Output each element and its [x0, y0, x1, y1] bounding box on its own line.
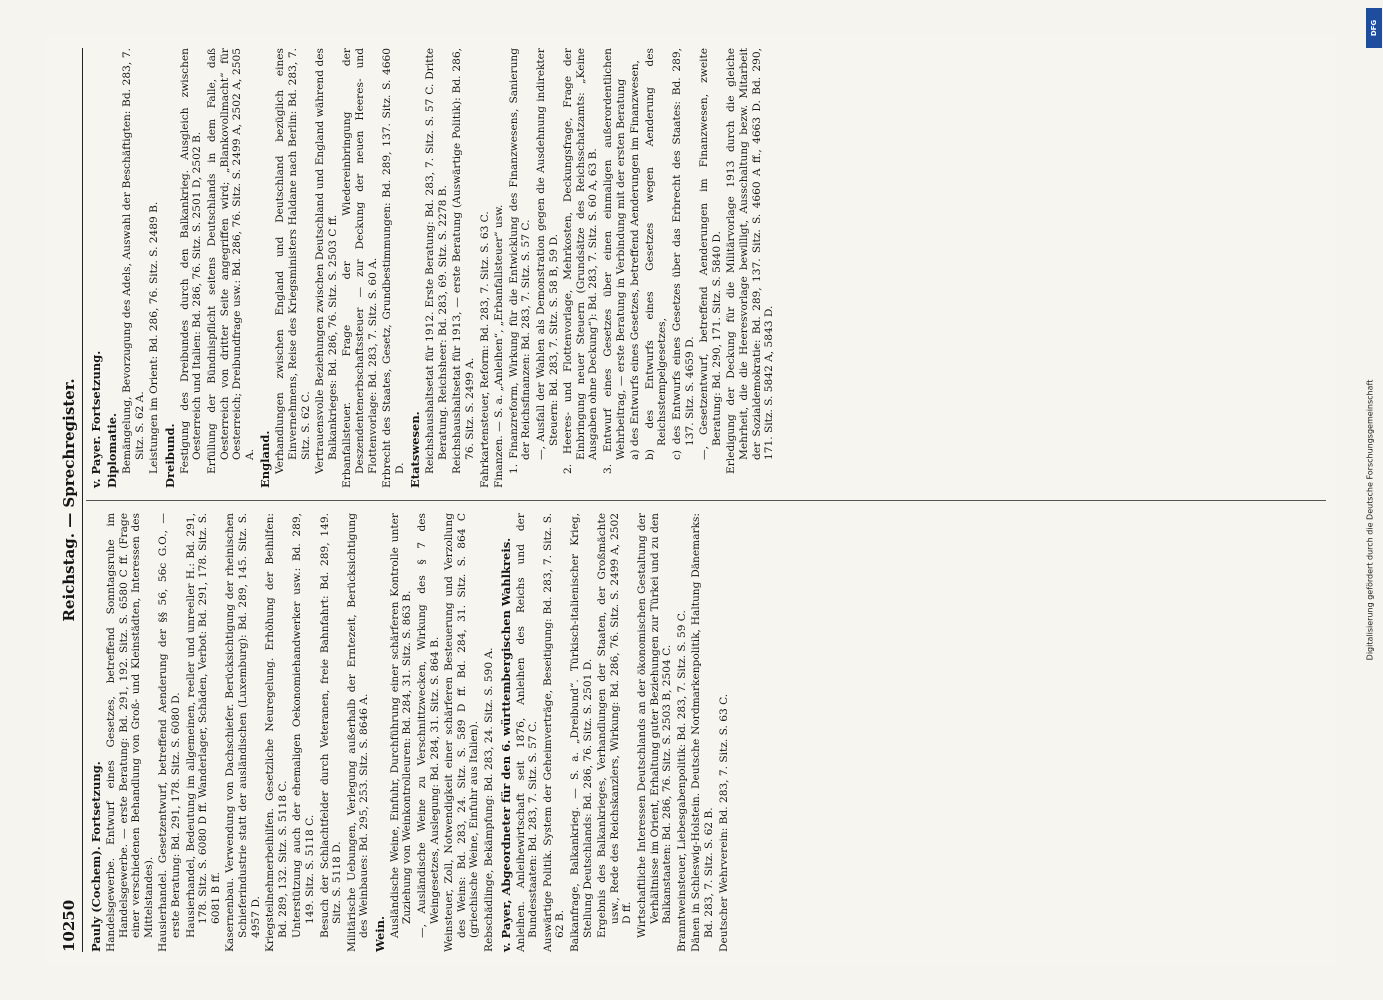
left-column-entry-sub: Ergebnis des Balkankrieges, Verhandlungen der Staaten, der Großmächte usw., Rede des Reichskanzlers, Wirkung: Bd. 286, 76. Sitz. S. 2499 A, 2502 D ff.: [596, 513, 634, 938]
digitization-credit: Digitalisierung gefördert durch die Deutsche Forschungsgemeinschaft: [1365, 379, 1375, 661]
right-column-entry-sub: Vertrauensvolle Beziehungen zwischen Deutschland und England während des Balkankrieges: Bd. 286, 76. Sitz. S. 2503 C ff.: [314, 48, 339, 474]
two-column-body: [86, 48, 1326, 952]
left-column-entry-head: Wein.: [372, 915, 387, 952]
right-column-entry-sub: Reichshaushaltsetat für 1912. Erste Beratung: Bd. 283, 7. Sitz. S. 57 C. Dritte Beratung. Reichsheer: Bd. 283, 69. Sitz. S. 2278 B.: [424, 48, 449, 474]
right-column-entry-sub: 3. Entwurf eines Gesetzes über einen einmaligen außerordentlichen Wehrbeitrag, — erste Beratung in Verbindung mit der ersten Beratung: [602, 48, 627, 474]
left-column-entry-para: Balkanfrage, Balkankrieg. — S. a. „Dreibund“. Türkisch-italienischer Krieg, Stellung Deutschlands: Bd. 286, 76. Sitz. S. 2501 D.: [569, 513, 594, 952]
left-column-entry-para: Kasernenbau. Verwendung von Dachschiefer. Berücksichtigung der rheinischen Schieferindustrie statt der ausländischen (Luxemburg): Bd. 289, 145. Sitz. S. 4957 D.: [224, 513, 262, 952]
left-column-entry-para: Kriegsteilnehmerbeihilfen. Gesetzliche Neuregelung. Erhöhung der Beihilfen: Bd. 289, 132. Sitz. S. 5118 C.: [264, 513, 289, 952]
left-column-entry-sub: Besuch der Schlachtfelder durch Veteranen, freie Bahnfahrt: Bd. 289, 149. Sitz. S. 5118 D.: [318, 513, 344, 938]
left-column-entry-speaker: v. Payer, Abgeordneter für den 6. württembergischen Wahlkreis.: [498, 537, 513, 952]
left-column-entry-speaker: Pauly (Cochem). Fortsetzung.: [89, 761, 103, 952]
dfg-logo-badge: [1366, 8, 1382, 48]
right-column-entry-sub: Festigung des Dreibundes durch den Balkankrieg. Ausgleich zwischen Oesterreich und Italien: Bd. 286, 76. Sitz. S. 2501 D, 2502 B.: [178, 48, 204, 474]
right-column-entry-head: Dreibund.: [162, 423, 177, 488]
left-column-entry-para: Rebschädlinge, Bekämpfung: Bd. 283, 24. Sitz. S. 590 A.: [483, 647, 496, 952]
left-column-entry-para: Auswärtige Politik. System der Geheimverträge, Beseitigung: Bd. 283, 7. Sitz. S. 62 B.: [541, 513, 567, 952]
left-column-entry-para: Dänen in Schleswig-Holstein. Deutsche Nordmarkenpolitik, Haltung Dänemarks: Bd. 283, 7. Sitz. S. 62 B.: [690, 513, 715, 952]
right-column-entry-speaker: v. Payer. Fortsetzung.: [89, 350, 103, 488]
right-column: [86, 48, 1326, 500]
right-column-entry-sub: Reichshaushaltsetat für 1913, — erste Beratung (Auswärtige Politik): Bd. 286, 76. Sitz. S. 2499 A.: [451, 48, 477, 474]
left-column-entry-para: Militärische Uebungen, Verlegung außerhalb der Erntezeit, Berücksichtigung des Weinbaues: Bd. 295, 253. Sitz. S. 8646 A.: [345, 513, 371, 952]
right-column-entry-subsub: —, Gesetzentwurf, betreffend Aenderungen im Finanzwesen, zweite Beratung: Bd. 290, 171. Sitz. S. 5840 D.: [698, 48, 723, 460]
left-column-entry-sub: Hausierhandel, Bedeutung im allgemeinen, reeller und unreeller H.: Bd. 291, 178. Sitz. S. 6080 D ff. Wanderlager, Schäden, Verbot: Bd. 291, 178. Sitz. S. 6081 B ff.: [184, 513, 222, 938]
right-column-entry-para: Fahrkartensteuer, Reform: Bd. 283, 7. Sitz. S. 63 C.: [478, 211, 491, 488]
right-column-entry-subsub: c) des Entwurfs eines Gesetzes über das Erbrecht des Staates: Bd. 289, 137. Sitz. S. 4659 D.: [670, 48, 696, 460]
right-column-entry-sub: Bemängelung, Bevorzugung des Adels, Auswahl der Beschäftigten: Bd. 283, 7. Sitz. S. 62 A.: [121, 48, 146, 474]
right-column-entry-sub: Leistungen im Orient: Bd. 286, 76. Sitz. S. 2489 B.: [148, 201, 161, 474]
left-column-entry-para: Anleihen. Anleihewirtschaft seit 1876, Anleihen des Reichs und der Bundesstaaten: Bd. 283, 7. Sitz. S. 57 C.: [514, 513, 540, 952]
rotated-printed-page: [46, 34, 1336, 966]
right-column-entry-head: England.: [258, 430, 273, 488]
right-column-entry-para: Erbanfallsteuer. Frage der Wiedereinbringung der Deszendentenerbschaftssteuer — zur Deckung der neuen Heeres- und Flottenvorlage: Bd. 283, 7. Sitz. S. 60 A.: [341, 48, 379, 488]
dfg-badge-text: DFG: [1370, 19, 1378, 37]
left-column-entry-sub: —, Ausländische Weine zu Verschnittzwecken, Wirkung des § 7 des Weingesetzes, Auslegung: Bd. 284, 31. Sitz. S. 864 B.: [416, 513, 441, 938]
right-column-entry-para: Finanzen. — S. a. „Anleihen“, „Erbanfallsteuer“ usw.: [493, 204, 506, 488]
left-column-entry-sub: Ausländische Weine, Einfuhr, Durchführung einer schärferen Kontrolle unter Zuziehung von Weinkontrolleuren: Bd. 284, 31. Sitz. S. 863 B.: [388, 513, 414, 938]
left-column-entry-para: Hausierhandel. Gesetzentwurf, betreffend Aenderung der §§ 56, 56c G.O., — erste Beratung: Bd. 291, 178. Sitz. S. 6080 D.: [157, 513, 182, 952]
right-column-entry-sub: Erledigung der Deckung für die Militärvorlage 1913 durch die gleiche Mehrheit, die die Heeresvorlage bewilligt, Ausschaltung bezw. Mitarbeit der Sozialdemokratie: Bd. 289, 137. Sitz. S. 4660 A ff., 4663 D. Bd. 290, 171. Sitz. S. 5842 A, 5843 D.: [725, 48, 776, 474]
right-column-entry-sub: Erfüllung der Bündnispflicht seitens Deutschlands in dem Falle, daß Oesterreich von dritter Seite angegriffen wird; „Blankovollmacht“ für Oesterreich; Dreibundfrage usw.: Bd. 286, 76. Sitz. S. 2499 A, 2502 A, 2505 A.: [205, 48, 256, 474]
right-column-entry-para: Erbrecht des Staates, Gesetz, Grundbestimmungen: Bd. 289, 137. Sitz. S. 4660 D.: [381, 48, 406, 488]
left-column-entry-sub: Wirtschaftliche Interessen Deutschlands an der ökonomischen Gestaltung der Verhältnisse im Orient, Erhaltung guter Beziehungen zur Türkei und zu den Balkanstaaten: Bd. 286, 76. Sitz. S. 2503 B, 2504 C.: [635, 513, 674, 938]
right-column-entry-subsub: a) des Entwurfs eines Gesetzes, betreffend Aenderungen im Finanzwesen,: [629, 60, 642, 460]
page-number: 10250: [60, 899, 78, 952]
left-column-entry-para: Branntweinsteuer, Liebesgabenpolitik: Bd. 283, 7. Sitz. S. 59 C.: [675, 610, 688, 952]
page-header: [56, 48, 83, 952]
left-column: [86, 500, 1326, 952]
left-column-entry-para: Deutscher Wehrverein: Bd. 283, 7. Sitz. S. 63 C.: [717, 693, 730, 952]
left-column-entry-para: Weinsteuer, Zoll, Notwendigkeit einer schärferen Besteuerung und Verzollung des Weins: Bd. 283, 24. Sitz. S. 589 D ff. Bd. 284, 31. Sitz. S. 864 C (griechische Weine, Einfuhr aus Italien).: [443, 513, 481, 952]
running-title: Reichstag. — Sprechregister.: [60, 378, 78, 622]
left-column-entry-para: Handelsgewerbe. Entwurf eines Gesetzes, betreffend Sonntagsruhe im Handelsgewerbe. — erste Beratung: Bd. 291, 192. Sitz. S. 6580 C ff. (Frage einer verschiedenen Behandlung von Groß- und Kleinstädten, Interessen des Mittelstandes).: [105, 513, 155, 952]
right-column-entry-sub: 2. Heeres- und Flottenvorlage, Mehrkosten, Deckungsfrage, Frage der Einbringung neuer Steuern (Grundsätze des Reichsschatzamts: „Keine Ausgaben ohne Deckung“): Bd. 283, 7. Sitz. S. 60 A, 63 B.: [562, 48, 600, 474]
right-column-entry-subsub: —, Ausfall der Wahlen als Demonstration gegen die Ausdehnung indirekter Steuern: Bd. 283, 7. Sitz. S. 58 B, 59 D.: [535, 48, 560, 460]
left-column-entry-sub: Unterstützung auch der ehemaligen Oekonomiehandwerker usw.: Bd. 289, 149. Sitz. S. 5118 C.: [291, 513, 316, 938]
right-column-entry-subsub: b) des Entwurfs eines Gesetzes wegen Aenderung des Reichsstempelgesetzes,: [643, 48, 669, 460]
right-column-entry-sub: Verhandlungen zwischen England und Deutschland bezüglich eines Einvernehmens, Reise des Kriegsministers Haldane nach Berlin: Bd. 283, 7. Sitz. S. 62 C.: [274, 48, 312, 474]
right-column-entry-head: Diplomatie.: [105, 412, 119, 488]
right-column-entry-sub: 1. Finanzreform, Wirkung für die Entwicklung des Finanzwesens, Sanierung der Reichsfinanzen: Bd. 283, 7. Sitz. S. 57 C.: [507, 48, 533, 474]
right-column-entry-head: Etatswesen.: [408, 411, 423, 488]
